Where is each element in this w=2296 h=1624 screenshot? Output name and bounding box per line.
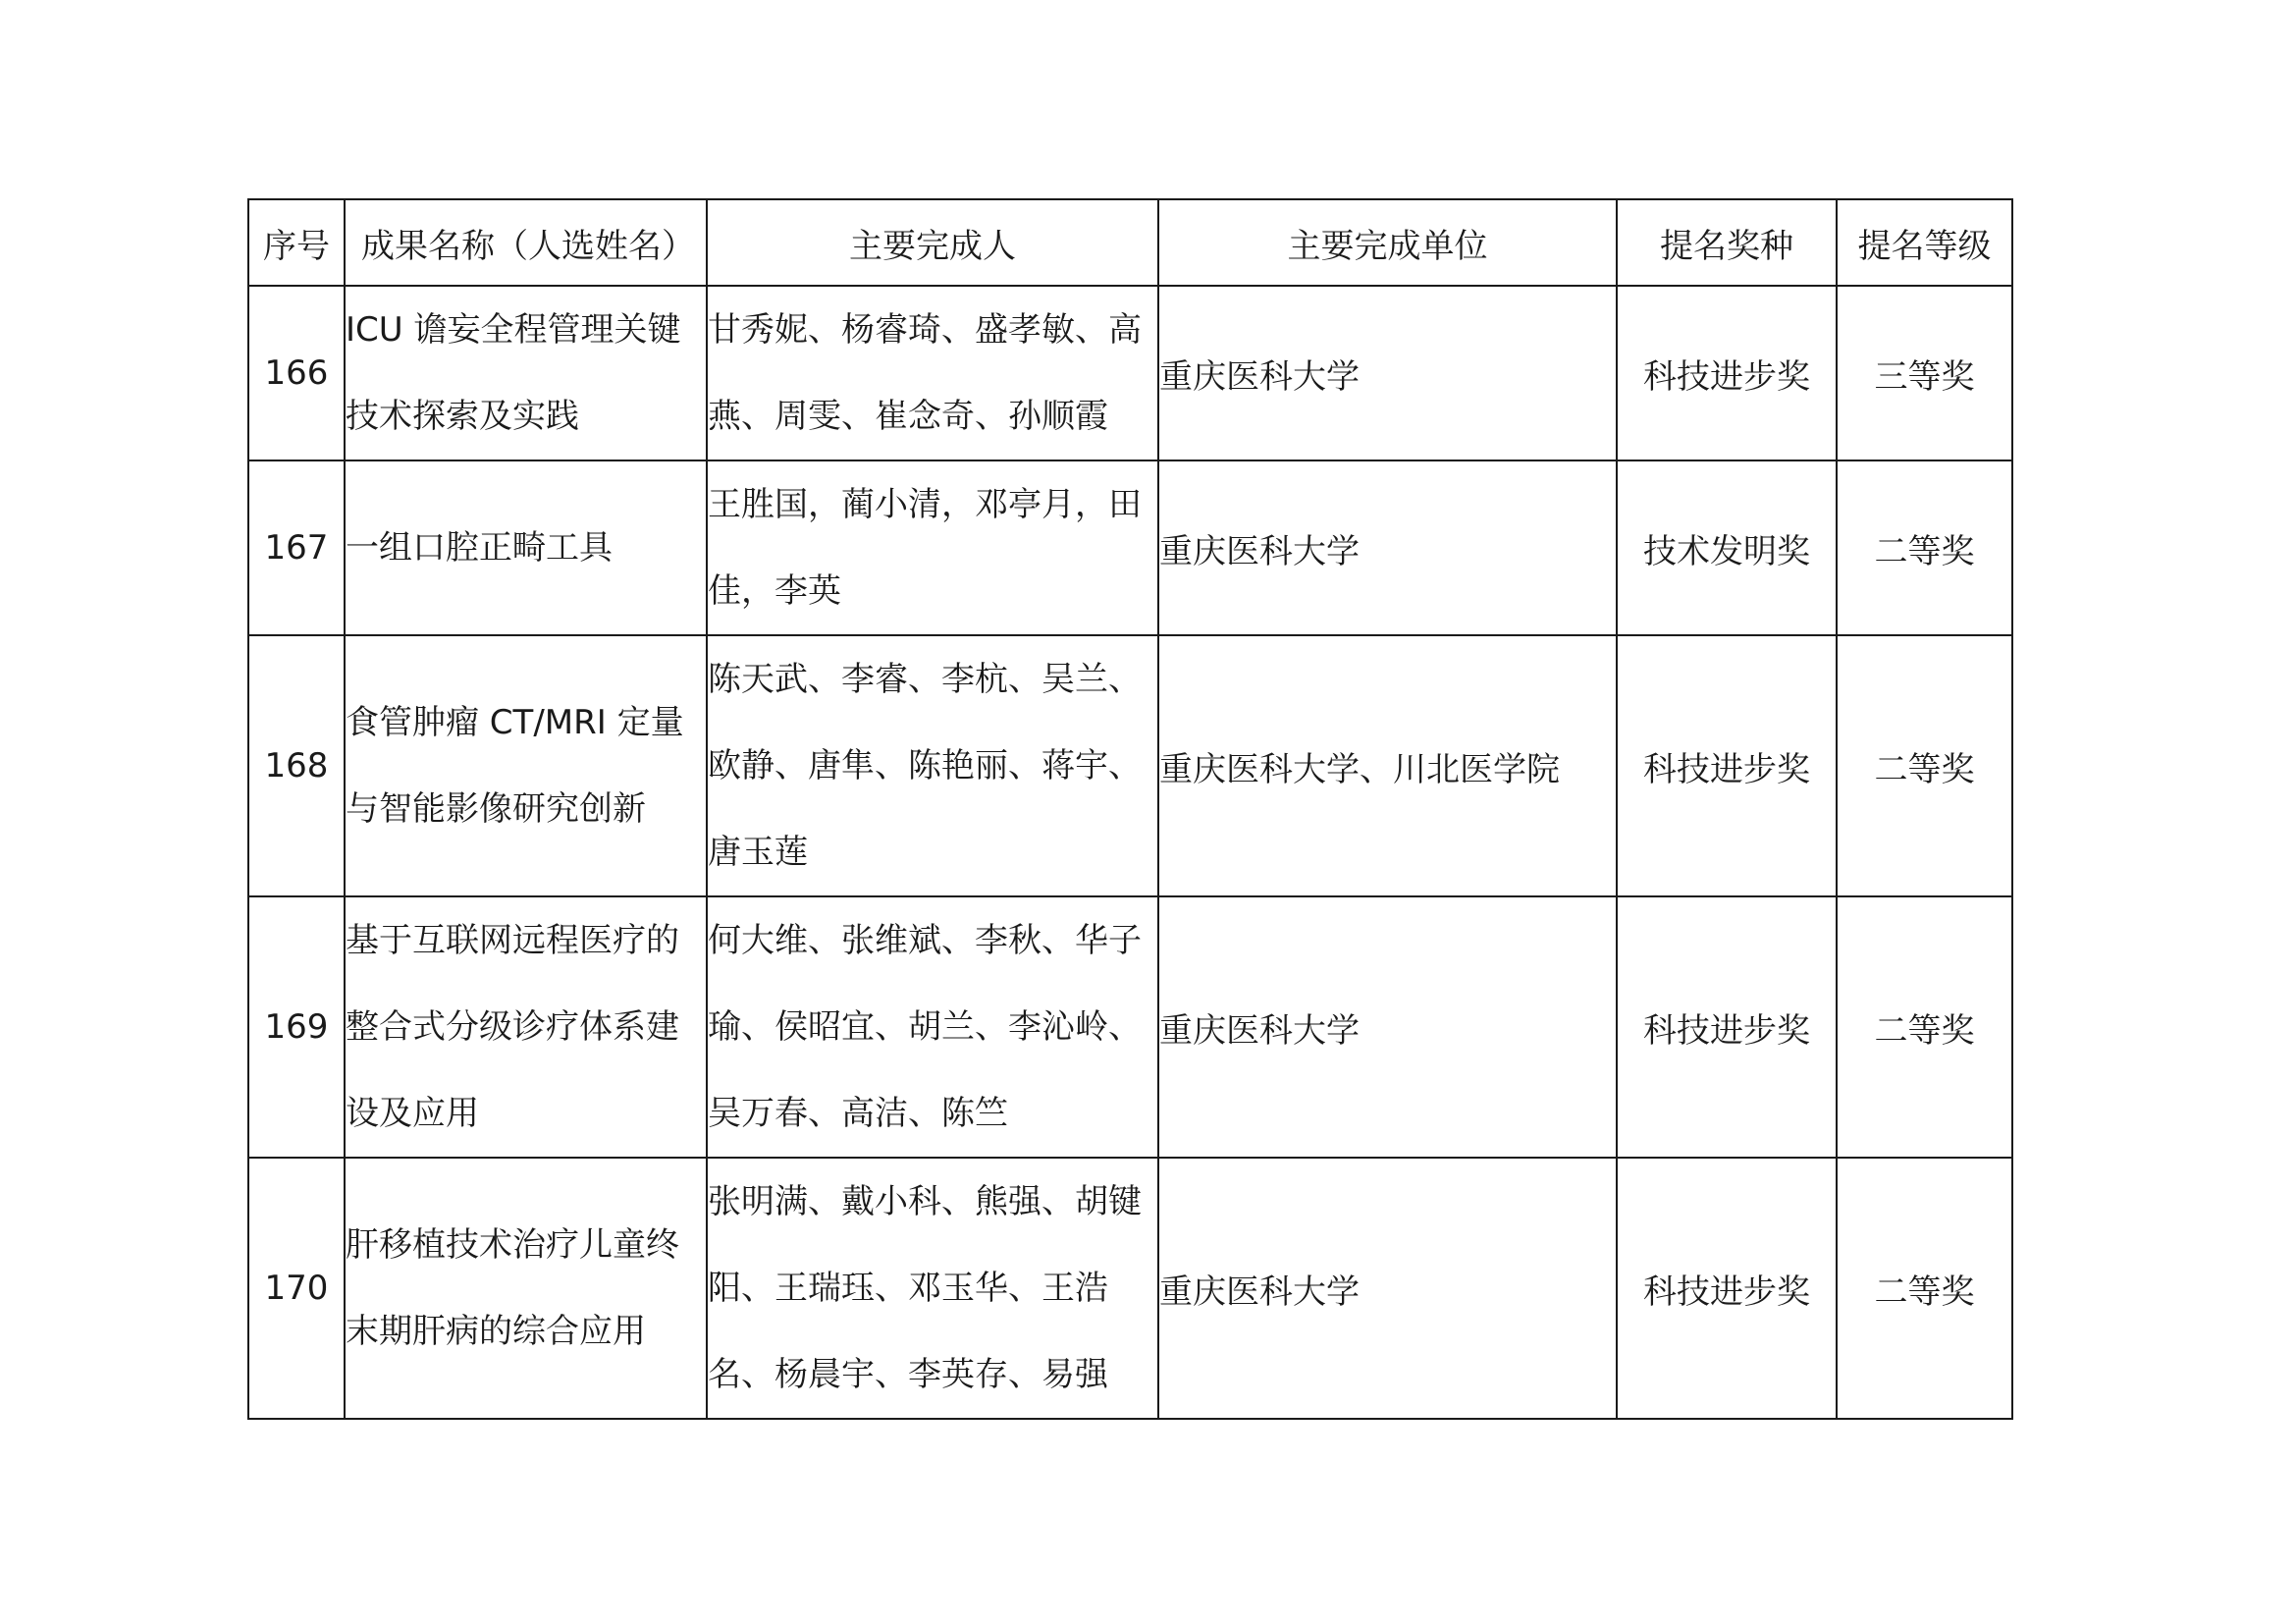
table-body [248,286,2012,1419]
row-name: 一组口腔正畸工具 [345,460,707,635]
row-no: 170 [248,1158,345,1419]
row-award: 科技进步奖 [1617,635,1837,896]
row-no: 168 [248,635,345,896]
row-name: 肝移植技术治疗儿童终末期肝病的综合应用 [345,1158,707,1419]
row-award: 科技进步奖 [1617,1158,1837,1419]
header-award: 提名奖种 [1617,199,1837,286]
row-award: 技术发明奖 [1617,460,1837,635]
row-level: 三等奖 [1837,286,2012,460]
row-unit: 重庆医科大学 [1158,286,1617,460]
row-name: 食管肿瘤 CT/MRI 定量与智能影像研究创新 [345,635,707,896]
row-people: 王胜国，蔺小清，邓亭月，田佳，李英 [707,460,1158,635]
row-name: 基于互联网远程医疗的整合式分级诊疗体系建设及应用 [345,896,707,1158]
row-unit: 重庆医科大学 [1158,1158,1617,1419]
row-name: ICU 谵妄全程管理关键技术探索及实践 [345,286,707,460]
row-no: 169 [248,896,345,1158]
row-level: 二等奖 [1837,1158,2012,1419]
header-level: 提名等级 [1837,199,2012,286]
header-row [248,199,2012,286]
row-level: 二等奖 [1837,635,2012,896]
row-level: 二等奖 [1837,460,2012,635]
row-unit: 重庆医科大学、川北医学院 [1158,635,1617,896]
table-header [248,199,2012,286]
row-no: 166 [248,286,345,460]
table-row [248,635,2012,896]
row-award: 科技进步奖 [1617,896,1837,1158]
row-people: 张明满、戴小科、熊强、胡键阳、王瑞珏、邓玉华、王浩名、杨晨宇、李英存、易强 [707,1158,1158,1419]
table-row [248,460,2012,635]
row-no: 167 [248,460,345,635]
header-unit: 主要完成单位 [1158,199,1617,286]
row-people: 陈天武、李睿、李杭、吴兰、欧静、唐隼、陈艳丽、蒋宇、唐玉莲 [707,635,1158,896]
row-people: 何大维、张维斌、李秋、华子瑜、侯昭宜、胡兰、李沁岭、吴万春、高洁、陈竺 [707,896,1158,1158]
table-row [248,1158,2012,1419]
row-unit: 重庆医科大学 [1158,460,1617,635]
row-award: 科技进步奖 [1617,286,1837,460]
row-people: 甘秀妮、杨睿琦、盛孝敏、高燕、周雯、崔念奇、孙顺霞 [707,286,1158,460]
header-people: 主要完成人 [707,199,1158,286]
awards-table [247,198,2013,1420]
header-no: 序号 [248,199,345,286]
row-unit: 重庆医科大学 [1158,896,1617,1158]
header-name: 成果名称（人选姓名） [345,199,707,286]
table-row [248,896,2012,1158]
table-row [248,286,2012,460]
row-level: 二等奖 [1837,896,2012,1158]
